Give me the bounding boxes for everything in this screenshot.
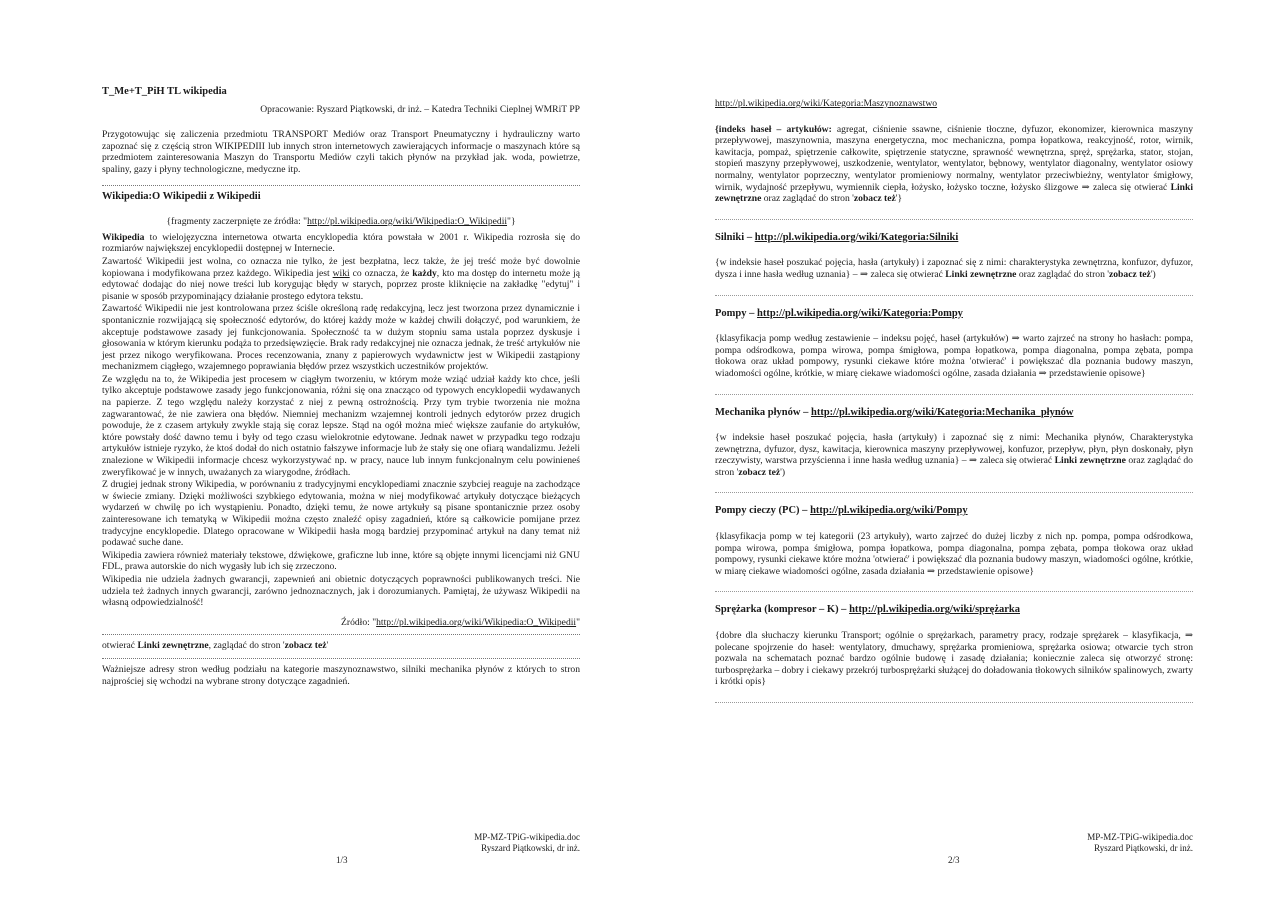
- index-external-links-bold: Linki zewnętrzne: [715, 181, 1193, 205]
- kazdy-bold: każdy: [412, 267, 437, 279]
- heading-title: Sprężarka (kompresor – K) –: [715, 604, 850, 616]
- external-links-bold: Linki zewnętrzne: [137, 640, 209, 652]
- body-bold: Linki zewnętrzne: [1054, 455, 1126, 467]
- body-text: {dobre dla słuchaczy kierunku Transport; ogólnie o sprężarkach, parametry pracy, rodzaje sprężarek – klasyfikacja, ⇒ polecane spojrzenie do haseł: wentylatory, dmuchawy, sprężarka promieniowa, sprężarka osiowa; otwarcie tych stron pozwala na schematach poznać bardzo ogólnie budowę i zasadę działania; koniecznie zaleca się otworzyć stronę: turbosprężarka – dobry i ciekawy przekrój turbosprężarki służącej do doładowania tłokowych silników spalinowych, zwarty i krótki opis}: [715, 630, 1193, 688]
- page-number: 2/3: [948, 855, 960, 865]
- source-prefix: Źródło: ": [341, 616, 377, 628]
- author-line: Opracowanie: Ryszard Piątkowski, dr inż. – Katedra Techniki Cieplnej WMRiT PP: [260, 103, 580, 115]
- body-text: {klasyfikacja pomp w tej kategorii (23 artykuły), warto zajrzeć do dużej liczby z nich np. pompa, pompa odśrodkowa, pompa wirowa, pompa śmigłowa, pompa łopatkowa, pompa diagonalna, pompa zębata, pompa tłokowa oraz układ pompowy, rysunki ciekawe które można 'otwierać' i powiększać dla poznania budowy maszyn, wiadomości ogólne, krótkie, w miarę ciekawe wiadomości ogólne, zasada działania ⇒ przedstawienie opisowe}: [715, 531, 1193, 577]
- document-page-2: [631, 0, 1263, 920]
- paragraph-3: Zawartość Wikipedii nie jest kontrolowana przez ściśle określoną radę redakcyjną, lecz jest tworzona przez dynamicznie i spontanicznie rozwijającą się społeczność edytorów, do której każdy może w każdej chwili dołączyć, pod warunkiem, że akceptuje podstawowe zasady jej funkcjonowania. Społeczność ta w dużym stopniu sama ustala poprzez dyskusje i głosowania w którym kierunku podąża to przedsięwzięcie. Brak rady redakcyjnej nie oznacza jednak, że treść artykułów nie jest przez nikogo weryfikowana. Proces recenzowania, znany z papierowych wydawnictw jest w Wikipedii zastąpiony mechanizmem ciągłego, wzajemnego poprawiania błędów przez wszystkich uczestników projektów.: [102, 303, 580, 373]
- paragraph-1-text: to wielojęzyczna internetowa otwarta encyklopedia która powstała w 2001 r. Wikipedia rozrosła się do rozmiarów największej encyklopedii dostępnej w Internecie.: [102, 231, 580, 255]
- heading-link[interactable]: http://pl.wikipedia.org/wiki/Kategoria:Mechanika_płynów: [810, 406, 1074, 418]
- closing-paragraph: Ważniejsze adresy stron według podziału na kategorie maszynoznawstwo, silniki mechanika płynów z których to stron najprościej się wchodzi na wybrane strony dotyczące zagadnień.: [102, 663, 580, 687]
- section-heading-pompy: [715, 308, 1193, 320]
- index-bold: {indeks haseł – artykułów:: [715, 123, 832, 135]
- section-body-silniki: [715, 257, 1193, 280]
- paragraph-2-text-b: co oznacza, że: [349, 267, 413, 279]
- section-heading-mechanika: [715, 407, 1193, 419]
- page2-content: [715, 98, 1193, 715]
- page-number: 1/3: [336, 855, 348, 865]
- body-bold-2: zobacz też: [738, 466, 781, 478]
- document-title: T_Me+T_PiH TL wikipedia: [102, 86, 227, 97]
- section-heading: Wikipedia:O Wikipedii z Wikipedii: [102, 190, 261, 202]
- section-heading-silniki: [715, 232, 1193, 244]
- open-links-text-a: otwierać: [102, 640, 138, 652]
- paragraph-7: Wikipedia nie udziela żadnych gwarancji, zapewnień ani obietnic dotyczących poprawności publikowanych treści. Nie udziela też żadnych innych gwarancji, zarówno jednoznacznych, jak i dorozumianych. Pamiętaj, że używasz Wikipedii na własną odpowiedzialność!: [102, 573, 580, 609]
- section-body-pompy: [715, 333, 1193, 379]
- section-heading-sprezarka: [715, 604, 1193, 616]
- heading-title: Pompy cieczy (PC) –: [715, 505, 811, 517]
- index-text-2: oraz zaglądać do stron ': [761, 193, 854, 205]
- heading-link[interactable]: http://pl.wikipedia.org/wiki/Kategoria:Pompy: [757, 307, 963, 319]
- body-text: {w indeksie haseł poszukać pojęcia, hasła (artykuły) i zapoznać się z nimi: Mechanika płynów, Charakterystyka zewnętrzna, dyfuzor, dysz, kawitacja, kierownica maszyny przepływowej, konfuzor, przepływ, płyn, płyn doskonały, płyn rzeczywisty, warstwa przyścienna i inne hasła według uznania} – ⇒ zaleca się otwierać: [715, 432, 1193, 467]
- paragraph-5: Z drugiej jednak strony Wikipedia, w porównaniu z tradycyjnymi encyklopediami znacznie szybciej reaguje na zachodzące w świecie zmiany. Dzięki możliwości szybkiego edytowania, można w niej modyfikować artykuły dotyczące bieżących wydarzeń w chwilę po ich wystąpieniu. Ponadto, dzięki temu, że nowe artykuły są pisane spontanicznie przez osoby zainteresowane ich tematyką w Wikipedii można często znaleźć opisy zagadnień, które są całkowicie pomijane przez tradycyjne encyklopedie. Dlatego opracowane w Wikipedii hasła mogą bardziej przypominać artykuł na dany temat niż podawać suche dane.: [102, 479, 580, 549]
- footer-filename: MP-MZ-TPiG-wikipedia.doc: [474, 832, 580, 842]
- index-paragraph: [715, 124, 1193, 205]
- fragments-link[interactable]: http://pl.wikipedia.org/wiki/Wikipedia:O_Wikipedii: [307, 216, 508, 228]
- page1-content: [102, 86, 580, 688]
- section-rule: [715, 219, 1193, 220]
- page2-footer: [991, 832, 1193, 854]
- open-links-text-b: , zaglądać do stron ': [208, 640, 285, 652]
- open-links-line: [102, 640, 580, 652]
- body-text-b: oraz zaglądać do stron ': [715, 455, 1193, 478]
- section-heading-pompy-cieczy: [715, 505, 1193, 517]
- wiki-link[interactable]: wiki: [332, 267, 350, 279]
- body-text-c: '): [780, 466, 786, 478]
- section-rule: [715, 295, 1193, 296]
- section-rule: [715, 591, 1193, 592]
- paragraph-2-text-a: Zawartość Wikipedii jest wolna, co oznacza nie tylko, że jest bezpłatna, lecz także, że jej treść może być dowolnie kopiowana i modyfikowana przez każdego. Wikipedia jest: [102, 255, 580, 279]
- source-link[interactable]: http://pl.wikipedia.org/wiki/Wikipedia:O_Wikipedii: [376, 616, 577, 628]
- heading-title: Mechanika płynów –: [715, 406, 811, 418]
- footer-author: Ryszard Piątkowski, dr inż.: [1094, 843, 1193, 853]
- document-page-1: [0, 0, 631, 920]
- body-bold: Linki zewnętrzne: [945, 268, 1017, 280]
- heading-link[interactable]: http://pl.wikipedia.org/wiki/Kategoria:Silniki: [754, 231, 959, 243]
- paragraph-1: [102, 232, 580, 255]
- wikipedia-bold: Wikipedia: [102, 231, 145, 243]
- section-rule-2: [102, 634, 580, 635]
- heading-link[interactable]: http://pl.wikipedia.org/wiki/Pompy: [810, 505, 968, 517]
- footer-filename: MP-MZ-TPiG-wikipedia.doc: [1087, 832, 1193, 842]
- section-body-pompy-cieczy: [715, 531, 1193, 577]
- heading-title: Pompy –: [715, 307, 757, 319]
- section-rule-3: [102, 658, 580, 659]
- section-body-mechanika: [715, 432, 1193, 478]
- heading-link[interactable]: http://pl.wikipedia.org/wiki/sprężarka: [849, 604, 1020, 616]
- section-rule: [102, 185, 580, 186]
- footer-author: Ryszard Piątkowski, dr inż.: [481, 843, 580, 853]
- section-body-sprezarka: [715, 630, 1193, 688]
- section-rule: [715, 492, 1193, 493]
- open-links-text-c: ': [326, 640, 329, 652]
- source-line: [102, 617, 580, 629]
- top-link-line: [715, 98, 1193, 110]
- paragraph-4: Ze względu na to, że Wikipedia jest procesem w ciągłym tworzeniu, w którym może wziąć udział każdy kto chce, jeśli tylko akceptuje podstawowe zasady jego funkcjonowania, różni się ona znacząco od typowych encyklopedii wydawanych na papierze. Z tego względu należy korzystać z niej z pewną ostrożnością. Przy tym trybie tworzenia nie można zagwarantować, że nie zawiera ona błędów. Niemniej mechanizm wzajemnej kontroli jednych edytorów przez drugich powoduje, że z czasem artykuły zwykle stają się coraz lepsze. Stąd na ogół można mieć większe zaufanie do artykułów, które powstały dość dawno temu i były od tego czasu wielokrotnie edytowane. Jednak nawet w przypadku tego rodzaju artykułów istnieje ryzyko, że ktoś dodał do nich ostatnio fałszywe informacje lub że stały się one ofiarą wandalizmu. Jeżeli znalezione w Wikipedii informacje chcesz wykorzystywać np. w pracy, nauce lub innym funkcjonalnym celu powinieneś zweryfikować je w innych, uważanych za wiarygodne, źródłach.: [102, 373, 580, 478]
- heading-title: Silniki –: [715, 231, 755, 243]
- body-text: {w indeksie haseł poszukać pojęcia, hasła (artykuły) i zapoznać się z nimi: charakterystyka zewnętrzna, konfuzor, dyfuzor, dysza i inne hasła według uznania} – ⇒ zaleca się otwierać: [715, 257, 1193, 280]
- source-suffix: ": [576, 616, 580, 628]
- maszynoznawstwo-link[interactable]: http://pl.wikipedia.org/wiki/Kategoria:Maszynoznawstwo: [715, 98, 938, 109]
- index-text-3: '}: [895, 193, 903, 205]
- index-see-also-bold: zobacz też: [853, 193, 896, 205]
- paragraph-6: Wikipedia zawiera również materiały tekstowe, dźwiękowe, graficzne lub inne, które są objęte innymi licencjami niż GNU FDL, prawa autorskie do nich wygasły lub ich się zrzeczono.: [102, 549, 580, 573]
- body-text-c: '): [1150, 268, 1156, 280]
- paragraph-2-text-c: , kto ma dostęp do internetu może ją edytować dodając do niej nowe treści lub korygując błędy w starych, poprzez proste kliknięcie na zakładkę "edytuj" i pisanie w sposób przypominający działanie prostego edytora tekstu.: [102, 267, 581, 302]
- paragraph-2: [102, 256, 580, 302]
- section-rule: [715, 702, 1193, 703]
- intro-paragraph: Przygotowując się zaliczenia przedmiotu TRANSPORT Mediów oraz Transport Pneumatyczny i hydrauliczny warto zapoznać się z częścią stron WIKIPEDIII lub innych stron internetowych zawierających informacje o maszynach które są przedmiotem zainteresowania Maszyn do Transportu Mediów czyli takich płynów na przykład jak. woda, powietrze, spaliny, gazy i płyny technologiczne, medyczne itp.: [102, 129, 580, 175]
- section-rule: [715, 394, 1193, 395]
- see-also-bold: zobacz też: [284, 640, 327, 652]
- index-text: agregat, ciśnienie ssawne, ciśnienie tłoczne, dyfuzor, ekonomizer, kierownica maszyny przepływowej, maszynownia, maszyna energetyczna, moc mechaniczna, pompa łopatkowa, reakcyjność, rotor, wirnik, kawitacja, pompaż, spiętrzenie całkowite, spiętrzenie statyczne, sprawność wewnętrzna, spręż, sprężarka, stator, stojan, stopień maszyny przepływowej, uszkodzenie, wentylator, wentylator, bębnowy, wentylator diagonalny, wentylator osiowy normalny, wentylator poprzeczny, wentylator promieniowy normalny, wentylator przeciwbieżny, wentylator śmigłowy, wirnik, wydajność przepływu, wymiennik ciepła, łożysko, łożysko toczne, łożysko ślizgowe ⇒ zaleca się otwierać: [715, 123, 1194, 193]
- body-text-b: oraz zaglądać do stron ': [1016, 268, 1109, 280]
- fragments-prefix: {fragmenty zaczerpnięte ze źródła: ": [166, 216, 308, 228]
- body-bold-2: zobacz też: [1109, 268, 1151, 280]
- fragments-note: [102, 216, 580, 228]
- body-text: {klasyfikacja pomp według zestawienie – indeksu pojęć, haseł (artykułów) ⇒ warto zajrzeć na strony ho hasłach: pompa, pompa odśrodkowa, pompa wirowa, pompa śmigłowa, pompa łopatkowa, pompa diagonalna, pompa zębata, pompa tłokowa oraz układ pompowy, rysunki ciekawe które można 'otwierać' i powiększać dla poznania budowy maszyn, wiadomości ogólne, krótkie, w miarę ciekawe wiadomości ogólne, zasada działania ⇒ przedstawienie opisowe}: [715, 333, 1193, 379]
- page1-footer: [380, 832, 580, 854]
- fragments-suffix: "}: [507, 216, 516, 228]
